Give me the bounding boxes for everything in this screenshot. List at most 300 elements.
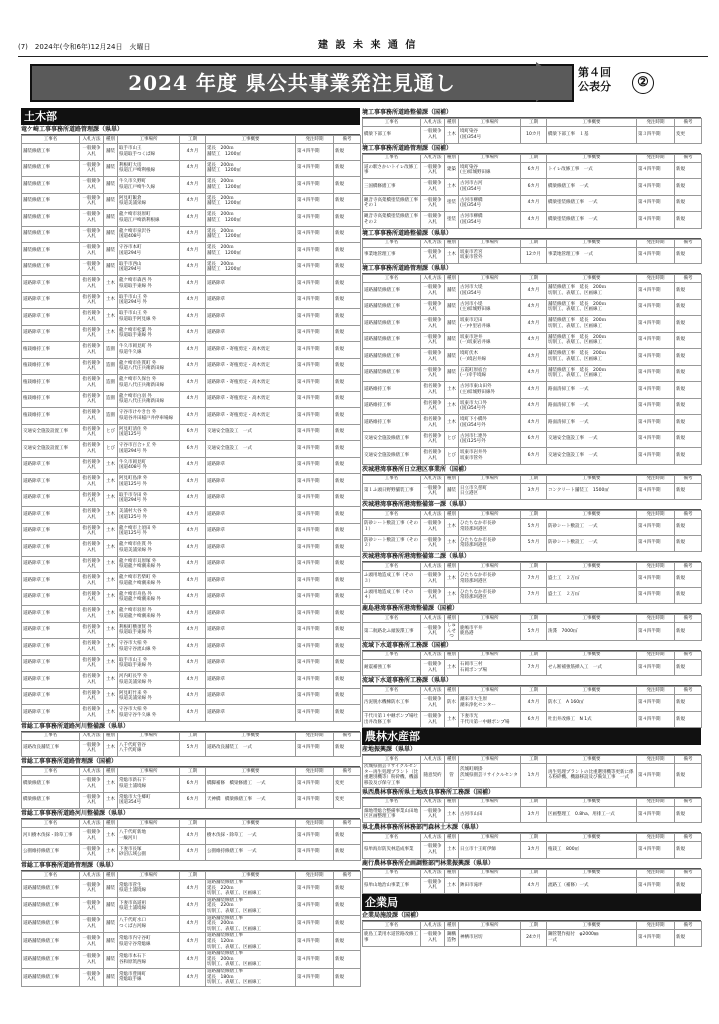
table-cell: 道路除草 (206, 556, 296, 573)
column-header: 工事名 (22, 768, 80, 776)
column-header: 工期 (521, 869, 547, 877)
office-heading: 境工事事務所道路整備課（県単） (362, 229, 701, 239)
table-cell: 土木 (445, 659, 459, 676)
table-cell: 一般競争入札 (421, 483, 445, 500)
table-row (363, 247, 702, 264)
column-header: 発注時期 (637, 922, 675, 930)
column-header: 種別 (445, 275, 459, 283)
table-cell: 土木 (445, 247, 459, 264)
table-cell: 新規 (334, 507, 361, 524)
column-header: 入札方法 (421, 756, 445, 764)
table-cell: 吐出井改修工 N 1式 (547, 711, 637, 728)
table-cell: 4カ月 (180, 210, 206, 227)
table-cell: 守谷市大柏 外 県道守谷牛久線 外 (118, 705, 180, 722)
table-cell: 一般競争入札 (421, 877, 445, 894)
table-cell: 橋梁下部工事 (363, 127, 421, 144)
table-cell: 延長 200ｍ 舗装工 1200㎡ (206, 193, 296, 210)
column-header: 工事名 (363, 475, 421, 483)
column-header: 種別 (445, 239, 459, 247)
office-heading: 県北農林事務所林務部門森林土木課（県単） (362, 823, 701, 833)
column-header: 種別 (445, 869, 459, 877)
table-cell: 6カ月 (521, 448, 547, 465)
table-cell: 一般競争入札 (421, 519, 445, 536)
table-cell: 新規 (334, 828, 361, 845)
table-cell: 新規 (675, 398, 702, 415)
column-header: 発注時期 (296, 820, 334, 828)
table-cell: 土木 (104, 844, 118, 861)
table-header-row (363, 275, 702, 283)
table-cell: 新規 (334, 880, 361, 898)
table-cell: 新規 (675, 764, 702, 787)
table-row (22, 688, 361, 705)
table-cell: 新規 (334, 441, 361, 458)
table-cell: 変更 (675, 127, 702, 144)
table-cell: 取手市山王 外 国道294号 外 (118, 292, 180, 309)
table-cell: 24カ月 (521, 930, 547, 947)
table-cell: 12カ月 (521, 247, 547, 264)
table-cell: ひたちなか市長砂 常陸那珂港区 (459, 587, 521, 604)
table-cell: 第４四半期 (637, 365, 675, 382)
table-cell: 橋梁修繕工事 一式 (547, 179, 637, 196)
table-cell: 一般競争入札 (80, 792, 104, 809)
table-cell: 新規 (334, 424, 361, 441)
table-cell: 道路除草 (206, 705, 296, 722)
table-cell: 道路除草 (206, 325, 296, 342)
table-row (22, 325, 361, 342)
table-cell: 4カ月 (180, 897, 206, 915)
table-cell: 第４四半期 (637, 415, 675, 432)
column-header: 工事場所 (459, 798, 521, 806)
table-cell: 4カ月 (180, 589, 206, 606)
column-header: 工期 (521, 756, 547, 764)
table-cell: 4カ月 (180, 672, 206, 689)
column-header: 工期 (521, 563, 547, 571)
column-header: 入札方法 (80, 820, 104, 828)
table-cell: 第４四半期 (296, 523, 334, 540)
table-cell: 指名競争入札 (80, 474, 104, 491)
table-header-row (363, 563, 702, 571)
table-cell: 橋梁塗装修繕工事 一式 (547, 212, 637, 229)
table-cell: とび (445, 448, 459, 465)
table-cell: 牛久市岡見町 外 県道牛久線 (118, 342, 180, 359)
column-header: 備考 (675, 475, 702, 483)
table-cell: 第４四半期 (296, 259, 334, 276)
table-cell: 第４四半期 (637, 195, 675, 212)
table-cell: 4カ月 (521, 283, 547, 300)
table-cell: 舗装 (445, 283, 459, 300)
table-cell: 常総市本石下 谷和原筑西線 (118, 951, 180, 969)
table-cell: 常総市菅生 県道土浦境線 (118, 880, 180, 898)
column-header: 入札方法 (80, 136, 104, 144)
table-cell: 龍ケ崎市白羽 外 県道八代庄兵衛新田線 (118, 391, 180, 408)
table-cell: 指名競争入札 (421, 382, 445, 399)
table-row (363, 179, 702, 196)
table-cell: 道路舗装修繕工事 (363, 332, 421, 349)
table-cell: 造園 (104, 391, 118, 408)
table-cell: 舗装 (104, 259, 118, 276)
table-cell: 古河市仁連外 (国)125号外 (459, 431, 521, 448)
table-cell: 道路除草工事 (22, 622, 80, 639)
column-header: 発注時期 (637, 275, 675, 283)
table-cell: 6カ月 (521, 179, 547, 196)
project-table (21, 732, 361, 758)
table-cell: 4カ月 (180, 193, 206, 210)
table-cell: 交通安全施設修繕工事 (363, 448, 421, 465)
table-cell: 土木 (445, 711, 459, 728)
column-header: 発注時期 (637, 239, 675, 247)
table-cell: 一般競争入札 (421, 571, 445, 588)
table-cell: 道路除草 (206, 276, 296, 293)
table-cell: 舗装 (104, 144, 118, 161)
table-cell: 一般競争入札 (421, 316, 445, 333)
column-header: 入札方法 (80, 872, 104, 880)
column-header: 入札方法 (421, 119, 445, 127)
column-header: 種別 (104, 732, 118, 740)
column-header: 発注時期 (296, 136, 334, 144)
column-header: 備考 (334, 872, 361, 880)
table-cell: 4カ月 (180, 606, 206, 623)
column-header: 入札方法 (80, 768, 104, 776)
table-cell: 常総市豊岡町 常総取手線 (118, 968, 180, 986)
column-header: 工事名 (363, 119, 421, 127)
table-cell: 盛土工 ２万㎥ (547, 571, 637, 588)
table-row (22, 441, 361, 458)
table-cell: 一般競争入札 (80, 828, 104, 845)
office-heading: 境工事事務所道路整備課（国補） (362, 108, 701, 118)
table-cell: 第４四半期 (637, 587, 675, 604)
table-cell: 境町染谷 (主)結城野田線 (459, 162, 521, 179)
table-cell: 鉾田市滝坪 (459, 877, 521, 894)
table-cell: 古河市東山田外 (主)結城野田線外 (459, 382, 521, 399)
table-cell: 第４四半期 (296, 292, 334, 309)
table-cell: 指名競争入札 (421, 448, 445, 465)
table-cell: 土木 (104, 828, 118, 845)
column-header: 種別 (104, 768, 118, 776)
table-cell: 4カ月 (180, 160, 206, 177)
table-cell: 指名競争入札 (80, 276, 104, 293)
table-cell: ふ頭用地造成工事（その４） (363, 587, 421, 604)
table-cell: 交通安全施設工 一式 (206, 424, 296, 441)
column-header: 種別 (445, 922, 459, 930)
table-cell: 土木 (104, 507, 118, 524)
table-row (22, 523, 361, 540)
table-row (363, 764, 702, 787)
table-cell: 道路除草工事 (22, 276, 80, 293)
table-cell: 古河市柳橋 (国)354号 (459, 195, 521, 212)
table-row (22, 589, 361, 606)
table-cell: 道路舗装修繕工事 (363, 316, 421, 333)
table-cell: 日立市久慈町 日立港区 (459, 483, 521, 500)
column-header: 工事場所 (459, 475, 521, 483)
table-cell: 公園維持修繕工事 (22, 844, 80, 861)
table-row (22, 740, 361, 757)
table-cell: 4カ月 (180, 844, 206, 861)
table-cell: 第４四半期 (637, 398, 675, 415)
table-cell: 舗装 (104, 160, 118, 177)
table-cell: 道路舗装修繕工事 (363, 365, 421, 382)
table-row (363, 930, 702, 947)
column-header: 工事名 (22, 820, 80, 828)
table-cell: 牛久市岡見町 国道408号 外 (118, 457, 180, 474)
office-heading: 竜ケ崎工事事務所道路管理課（県単） (21, 125, 360, 135)
table-cell: 土木 (445, 806, 459, 823)
table-cell: 舗装修繕工事 (22, 177, 80, 194)
column-header: 備考 (675, 615, 702, 623)
table-cell: 三国橋修繕工事 (363, 179, 421, 196)
table-cell: 新規 (334, 968, 361, 986)
table-cell: 新規 (675, 535, 702, 552)
table-cell: 4カ月 (180, 276, 206, 293)
table-cell: 古河市山田 (459, 806, 521, 823)
table-cell: 4カ月 (521, 365, 547, 382)
table-cell: 神栖市居切 (459, 930, 521, 947)
table-cell: 龍ケ崎市貝原塚 外 県道龍ケ崎潮来線 外 (118, 556, 180, 573)
table-cell: 坂東市若宮 坂東市管外 (459, 247, 521, 264)
table-cell: 道路除草工事 (22, 523, 80, 540)
table-cell: 舗装 (104, 915, 118, 933)
column-header: 工期 (521, 475, 547, 483)
table-header-row (363, 869, 702, 877)
table-cell: 第４四半期 (296, 408, 334, 425)
table-cell: 第３四半期 (637, 127, 675, 144)
column-header: 備考 (675, 154, 702, 162)
table-cell: 一般競争入札 (80, 740, 104, 757)
table-cell: 新規 (675, 179, 702, 196)
table-cell: 6カ月 (521, 162, 547, 179)
table-cell: 舗装修繕工事 (22, 193, 80, 210)
table-cell: 一般競争入札 (421, 247, 445, 264)
table-cell: 道路除草工事 (22, 325, 80, 342)
table-cell: 橋梁修繕工事 (22, 792, 80, 809)
table-cell: 路面清掃工事 一式 (547, 382, 637, 399)
table-cell: 第４四半期 (296, 622, 334, 639)
table-cell: 一般競争入札 (421, 587, 445, 604)
table-cell: 河内町長竿 外 県道美浦栄線 外 (118, 672, 180, 689)
table-cell: 新規 (675, 930, 702, 947)
column-header: 入札方法 (421, 475, 445, 483)
table-cell: 第４四半期 (296, 606, 334, 623)
table-row (22, 490, 361, 507)
table-cell: 第４四半期 (296, 655, 334, 672)
project-table (362, 869, 702, 895)
table-cell: 観音寺高架橋塗装修繕工事その２ (363, 212, 421, 229)
table-cell: 区画整理工 0.8ha、用排工一式 (547, 806, 637, 823)
table-cell: 第１ふ頭日野野舗装工事 (363, 483, 421, 500)
column-header: 工事名 (363, 615, 421, 623)
table-cell: 坂東市岩井外 坂東市管外 (459, 448, 521, 465)
table-cell: 第４四半期 (637, 483, 675, 500)
table-cell: 舗装 (104, 226, 118, 243)
table-cell: 阿見町島津 外 国道125号 外 (118, 474, 180, 491)
column-header: 入札方法 (421, 651, 445, 659)
table-cell: 第４四半期 (296, 688, 334, 705)
office-heading: 境工事事務所道路管理課（国補） (362, 144, 701, 154)
table-cell: 4カ月 (180, 622, 206, 639)
column-header: 備考 (675, 869, 702, 877)
column-header: 発注時期 (637, 651, 675, 659)
newspaper-name: 建 設 未 来 通 信 (318, 40, 418, 51)
column-header: 備考 (675, 275, 702, 283)
table-cell: 一般競争入札 (421, 212, 445, 229)
column-header: 工事場所 (459, 834, 521, 842)
table-cell: 第４四半期 (637, 623, 675, 641)
table-cell: 新規 (334, 933, 361, 951)
table-cell: 守谷市本町 国道294号 (118, 243, 180, 260)
table-cell: 4カ月 (180, 342, 206, 359)
table-cell: 4カ月 (521, 349, 547, 366)
table-cell: 新規 (334, 243, 361, 260)
table-cell: とび (104, 424, 118, 441)
table-cell: 土木 (104, 705, 118, 722)
column-header: 発注時期 (637, 869, 675, 877)
table-cell: 指名競争入札 (80, 309, 104, 326)
table-cell: 第４四半期 (296, 540, 334, 557)
table-row (363, 711, 702, 728)
table-cell: 第４四半期 (637, 349, 675, 366)
table-cell: 新規 (334, 490, 361, 507)
table-cell: 舗装 (104, 243, 118, 260)
table-cell: 4カ月 (180, 828, 206, 845)
table-cell: 延長 200ｍ 舗装工 1200㎡ (206, 259, 296, 276)
table-cell: 4カ月 (180, 144, 206, 161)
table-cell: 盛土工 ２万㎥ (547, 587, 637, 604)
table-row (22, 951, 361, 969)
project-table (362, 510, 702, 552)
table-cell: 第４四半期 (637, 162, 675, 179)
table-cell: 茨城県園芸リサイクルセンター再生処理プラント（比重選別機等）粉砕機、機器移設及び保守工事 (363, 764, 421, 787)
table-cell: 道路除草工事 (22, 507, 80, 524)
table-cell: 一般競争入札 (421, 535, 445, 552)
column-header: 入札方法 (421, 687, 445, 695)
table-cell: 一般競争入札 (421, 365, 445, 382)
table-row (22, 144, 361, 161)
table-cell: 第４四半期 (296, 828, 334, 845)
table-row (363, 365, 702, 382)
table-cell: 一般競争入札 (421, 299, 445, 316)
table-cell: 4カ月 (180, 243, 206, 260)
table-cell: 道の駅さかいトイレ改修工事 (363, 162, 421, 179)
table-cell: 龍ケ崎市羽原町 県道江戸崎新利根線 (118, 210, 180, 227)
table-cell: 道路舗装修繕工事 延長 200ｍ 切削工、表層工、区画線工 (206, 951, 296, 969)
table-cell: 舗装 (104, 210, 118, 227)
table-cell: 八千代町水口 つくば古河線 (118, 915, 180, 933)
office-heading: 茨城港湾事務所日立港区事業所（国補） (362, 465, 701, 475)
table-row (22, 507, 361, 524)
column-header: 備考 (675, 922, 702, 930)
table-cell: 土木 (104, 655, 118, 672)
column-header: 工事場所 (118, 732, 180, 740)
table-cell: 道路除草 (206, 523, 296, 540)
table-cell: 道路除草工事 (22, 639, 80, 656)
table-cell: 随意契約 (421, 764, 445, 787)
table-cell: 土木 (445, 127, 459, 144)
column-header: 備考 (675, 239, 702, 247)
table-cell: 道路除草工事 (22, 556, 80, 573)
table-cell: 舗装修繕工事 (22, 226, 80, 243)
release-suffix: 公表分 (578, 80, 611, 93)
table-cell: 道路除草工事 (22, 490, 80, 507)
column-header: 工事概要 (206, 732, 296, 740)
table-cell: 路面清掃工事 一式 (547, 415, 637, 432)
table-cell: 龍ケ崎市森西 外 県道取手東線 外 (118, 276, 180, 293)
table-cell: 耐震補強工事 (363, 659, 421, 676)
table-cell: 河川樹木伐採・除草工事 (22, 828, 80, 845)
table-cell: 道路除草 (206, 507, 296, 524)
column-header: 工期 (521, 834, 547, 842)
table-cell: 土木 (104, 292, 118, 309)
project-table (362, 755, 702, 787)
table-cell: 土木 (445, 398, 459, 415)
office-heading: 産地振興課（県単） (362, 745, 701, 755)
table-row (22, 828, 361, 845)
column-header: 工事名 (363, 756, 421, 764)
table-cell: 4カ月 (180, 490, 206, 507)
table-cell: 土木 (104, 672, 118, 689)
table-cell: 6カ月 (180, 424, 206, 441)
banner-arrow-icon (536, 62, 564, 102)
table-cell: 一般競争入札 (80, 897, 104, 915)
table-cell: 4カ月 (521, 877, 547, 894)
table-row (22, 292, 361, 309)
table-cell: 舗装 (445, 349, 459, 366)
table-cell: 道路除草 (206, 606, 296, 623)
table-cell: 新規 (334, 210, 361, 227)
table-row (363, 806, 702, 823)
column-header: 工事概要 (547, 798, 637, 806)
table-row (363, 519, 702, 536)
table-cell: 新規 (334, 375, 361, 392)
table-cell: 新規 (334, 705, 361, 722)
table-cell: 新規 (334, 276, 361, 293)
table-header-row (22, 768, 361, 776)
table-cell: 植栽維持工事 (22, 408, 80, 425)
table-cell: 4カ月 (180, 556, 206, 573)
table-cell: 4カ月 (180, 325, 206, 342)
column-header: 発注時期 (296, 768, 334, 776)
table-cell: 5カ月 (521, 623, 547, 641)
office-heading: 常総工事事務所道路河川整備課（県単） (21, 809, 360, 819)
column-header: 工事概要 (547, 615, 637, 623)
column-header: 工事概要 (547, 651, 637, 659)
table-cell: 第４四半期 (637, 283, 675, 300)
table-cell: 第４四半期 (296, 424, 334, 441)
table-cell: トイレ改修工事 一式 (547, 162, 637, 179)
table-cell: 新規 (334, 740, 361, 757)
table-header-row (363, 756, 702, 764)
office-heading: 境工事事務所道路管理課（県単） (362, 264, 701, 274)
table-row (363, 212, 702, 229)
office-heading: 鹿島港湾事務所港湾整備課（国補） (362, 604, 701, 614)
project-table (362, 118, 702, 144)
table-row (363, 659, 702, 676)
column-header: 工期 (521, 615, 547, 623)
table-cell: 土木 (445, 587, 459, 604)
office-heading: 常総工事事務所道路管理課（国補） (21, 757, 360, 767)
table-cell: 下妻市高道祖 県道土浦境線 (118, 897, 180, 915)
table-row (22, 243, 361, 260)
column-header: 種別 (445, 756, 459, 764)
table-cell: 浚渫 7000㎥ (547, 623, 637, 641)
table-cell: 一般競争入札 (80, 259, 104, 276)
table-cell: 4カ月 (521, 332, 547, 349)
table-cell: 一般競争入札 (421, 283, 445, 300)
column-header: 工事場所 (459, 154, 521, 162)
table-cell: 土木 (104, 740, 118, 757)
table-cell: 変更 (334, 792, 361, 809)
column-header: 工期 (180, 872, 206, 880)
column-header: 工事名 (363, 563, 421, 571)
table-cell: 指名競争入札 (80, 672, 104, 689)
